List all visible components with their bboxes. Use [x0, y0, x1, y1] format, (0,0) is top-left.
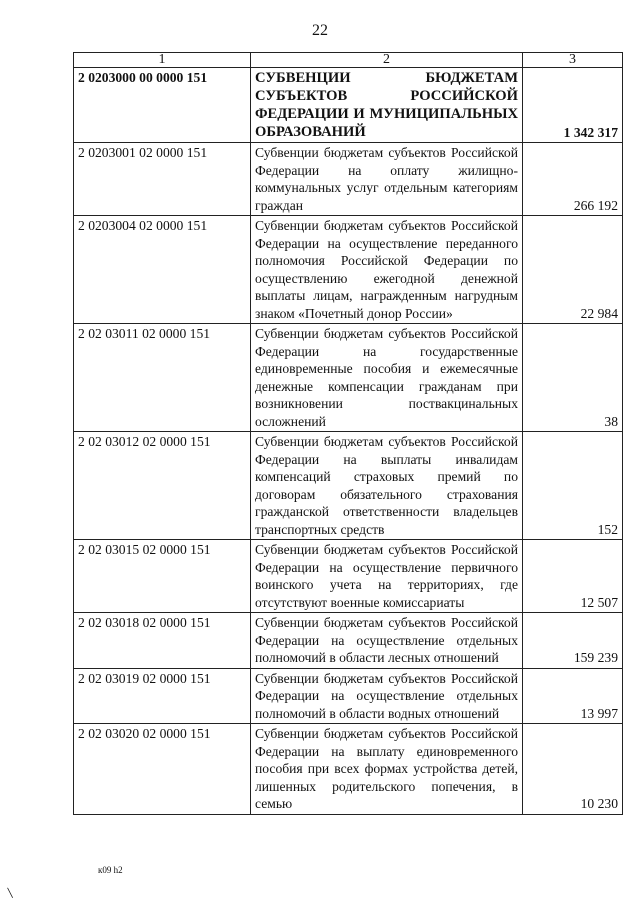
budget-table	[73, 52, 623, 815]
header-col-2: 2	[251, 53, 523, 68]
row-code: 2 02 03018 02 0000 151	[74, 613, 251, 669]
header-col-3: 3	[523, 53, 623, 68]
row-amount: 159 239	[523, 613, 623, 669]
row-description: Субвенции бюджетам субъектов Российской Федерации на осуществление переданного полномочия Российской Федерации по осуществлению ежегодной денежной выплаты лицам, награжденным нагрудным знаком «Почетный донор России»	[251, 216, 523, 324]
row-amount: 266 192	[523, 143, 623, 216]
row-amount: 10 230	[523, 724, 623, 815]
row-amount: 38	[523, 324, 623, 432]
row-code: 2 02 03019 02 0000 151	[74, 668, 251, 724]
header-col-1: 1	[74, 53, 251, 68]
row-amount: 22 984	[523, 216, 623, 324]
table-row-total	[74, 68, 623, 143]
row-amount: 13 997	[523, 668, 623, 724]
row-description: Субвенции бюджетам субъектов Российской Федерации на осуществление отдельных полномочий в области водных отношений	[251, 668, 523, 724]
row-code: 2 0203004 02 0000 151	[74, 216, 251, 324]
table-row	[74, 540, 623, 613]
row-description: Субвенции бюджетам субъектов Российской Федерации на выплаты инвалидам компенсаций страховых премий по договорам обязательного страхования гражданской ответственности владельцев транспортных средств	[251, 432, 523, 540]
row-description: Субвенции бюджетам субъектов Российской Федерации на выплату единовременного пособия при всех формах устройства детей, лишенных родительского попечения, в семью	[251, 724, 523, 815]
row-code: 2 02 03012 02 0000 151	[74, 432, 251, 540]
row-amount: 152	[523, 432, 623, 540]
table-row	[74, 613, 623, 669]
row-code: 2 0203000 00 0000 151	[74, 68, 251, 143]
row-code: 2 02 03020 02 0000 151	[74, 724, 251, 815]
row-description: Субвенции бюджетам субъектов Российской Федерации на государственные единовременные пособия и ежемесячные денежные компенсации гражданам при возникновении поствакцинальных осложнений	[251, 324, 523, 432]
footer-document-code: к09 h2	[98, 865, 123, 875]
page-number: 22	[312, 22, 328, 39]
table-row	[74, 432, 623, 540]
table-row	[74, 668, 623, 724]
row-description: Субвенции бюджетам субъектов Российской Федерации на осуществление отдельных полномочий в области лесных отношений	[251, 613, 523, 669]
row-code: 2 02 03011 02 0000 151	[74, 324, 251, 432]
row-amount: 1 342 317	[523, 68, 623, 143]
margin-pen-mark: \	[6, 884, 14, 903]
table-row	[74, 143, 623, 216]
header-row	[74, 53, 623, 68]
row-description: Субвенции бюджетам субъектов Российской Федерации на осуществление первичного воинского учета на территориях, где отсутствуют военные комиссариаты	[251, 540, 523, 613]
table-row	[74, 724, 623, 815]
row-code: 2 0203001 02 0000 151	[74, 143, 251, 216]
table-row	[74, 216, 623, 324]
row-description: Субвенции бюджетам субъектов Российской Федерации на оплату жилищно-коммунальных услуг отдельным категориям граждан	[251, 143, 523, 216]
row-description: СУБВЕНЦИИ БЮДЖЕТАМ СУБЪЕКТОВ РОССИЙСКОЙ ФЕДЕРАЦИИ И МУНИЦИПАЛЬНЫХ ОБРАЗОВАНИЙ	[251, 68, 523, 143]
table-row	[74, 324, 623, 432]
row-code: 2 02 03015 02 0000 151	[74, 540, 251, 613]
row-amount: 12 507	[523, 540, 623, 613]
